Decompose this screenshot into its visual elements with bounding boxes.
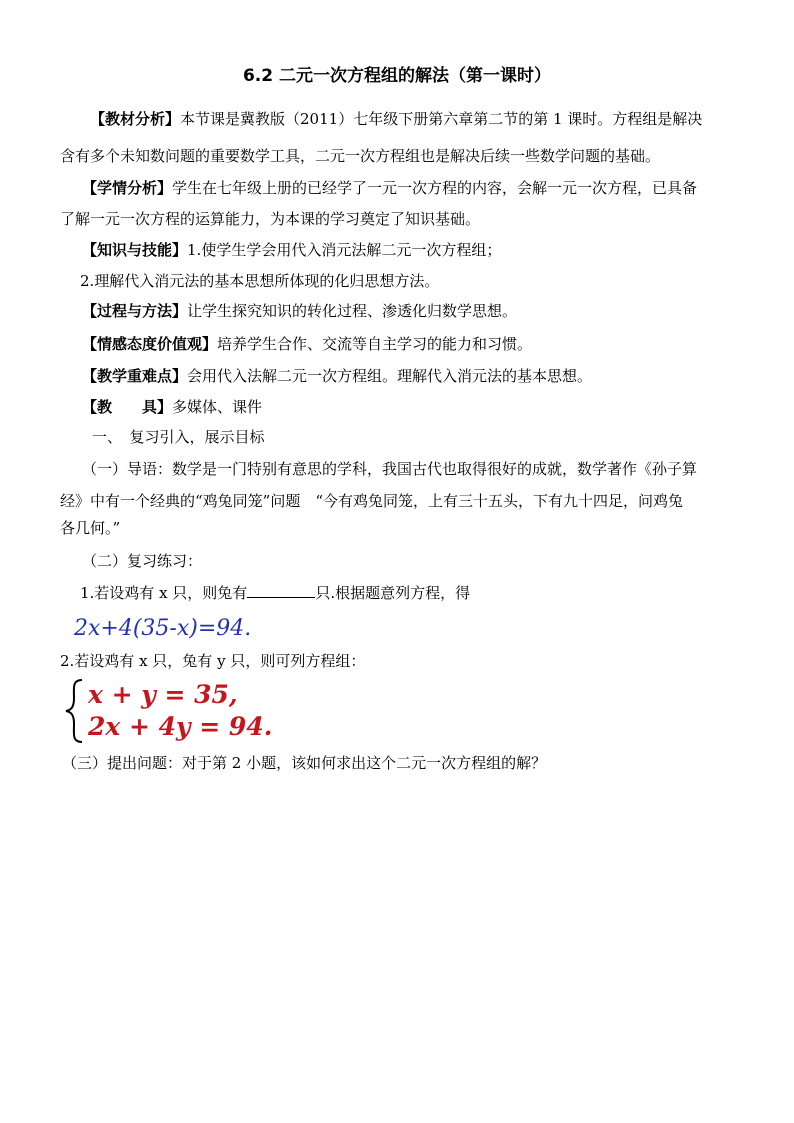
knowledge-skills-line-1 bbox=[82, 239, 740, 261]
process-method-line bbox=[82, 300, 740, 322]
page-title: 6.2 二元一次方程组的解法（第一课时） bbox=[242, 66, 552, 86]
question-2-line: 2.若设鸡有 x 只，兔有 y 只，则可列方程组： bbox=[60, 652, 366, 670]
intro-line-3: 各几何。” bbox=[60, 519, 121, 537]
process-method-label: 【过程与方法】 bbox=[82, 302, 188, 320]
emotion-values-line bbox=[82, 333, 740, 355]
question-1-line bbox=[80, 582, 740, 604]
student-analysis-line-2: 了解一元一次方程的运算能力，为本课的学习奠定了知识基础。 bbox=[60, 210, 481, 228]
emotion-values-label: 【情感态度价值观】 bbox=[82, 335, 218, 353]
system-equation-b: 2x + 4y = 94. bbox=[88, 712, 273, 741]
answer-blank bbox=[247, 583, 315, 598]
system-equation-a: x + y = 35, bbox=[88, 680, 238, 709]
question-3-line: （三）提出问题：对于第 2 小题，该如何求出这个二元一次方程组的解？ bbox=[62, 754, 547, 772]
teaching-tools-label: 【教 具】 bbox=[82, 398, 173, 416]
left-brace-icon bbox=[62, 678, 86, 744]
intro-line-1: （一）导语：数学是一门特别有意思的学科，我国古代也取得很好的成就，数学著作《孙子算 bbox=[82, 460, 698, 478]
teaching-tools-text: 多媒体、课件 bbox=[172, 398, 263, 416]
material-analysis-line-1 bbox=[90, 108, 740, 130]
part-one-heading: 一、 复习引入，展示目标 bbox=[92, 428, 265, 446]
question-1-suffix: 只.根据题意列方程，得 bbox=[315, 584, 471, 602]
material-analysis-label: 【教材分析】 bbox=[90, 110, 181, 128]
teaching-tools-line bbox=[82, 396, 740, 418]
equation-system bbox=[62, 678, 382, 744]
equation-one: 2x+4(35-x)=94. bbox=[74, 616, 252, 641]
process-method-text: 让学生探究知识的转化过程、渗透化归数学思想。 bbox=[187, 302, 518, 320]
key-difficulty-line bbox=[82, 365, 740, 387]
emotion-values-text: 培养学生合作、交流等自主学习的能力和习惯。 bbox=[217, 335, 533, 353]
student-analysis-line-1 bbox=[82, 177, 740, 199]
material-analysis-line-2: 含有多个未知数问题的重要数学工具，二元一次方程组也是解决后续一些数学问题的基础。 bbox=[60, 147, 661, 165]
material-analysis-text-1: 本节课是冀教版（2011）七年级下册第六章第二节的第 1 课时。方程组是解决 bbox=[180, 110, 703, 128]
key-difficulty-text: 会用代入法解二元一次方程组。理解代入消元法的基本思想。 bbox=[187, 367, 593, 385]
key-difficulty-label: 【教学重难点】 bbox=[82, 367, 188, 385]
review-heading: （二）复习练习： bbox=[82, 552, 203, 570]
knowledge-skills-label: 【知识与技能】 bbox=[82, 241, 188, 259]
student-analysis-text-1: 学生在七年级上册的已经学了一元一次方程的内容，会解一元一次方程，已具备 bbox=[172, 179, 698, 197]
intro-line-2: 经》中有一个经典的“鸡兔同笼”问题 “今有鸡兔同笼，上有三十五头，下有九十四足，问鸡兔 bbox=[60, 492, 684, 510]
student-analysis-label: 【学情分析】 bbox=[82, 179, 173, 197]
question-1-prefix: 1.若设鸡有 x 只，则兔有 bbox=[80, 584, 248, 602]
knowledge-skills-text-1: 1.使学生学会用代入消元法解二元一次方程组； bbox=[187, 241, 502, 259]
knowledge-skills-line-2: 2.理解代入消元法的基本思想所体现的化归思想方法。 bbox=[80, 272, 440, 290]
